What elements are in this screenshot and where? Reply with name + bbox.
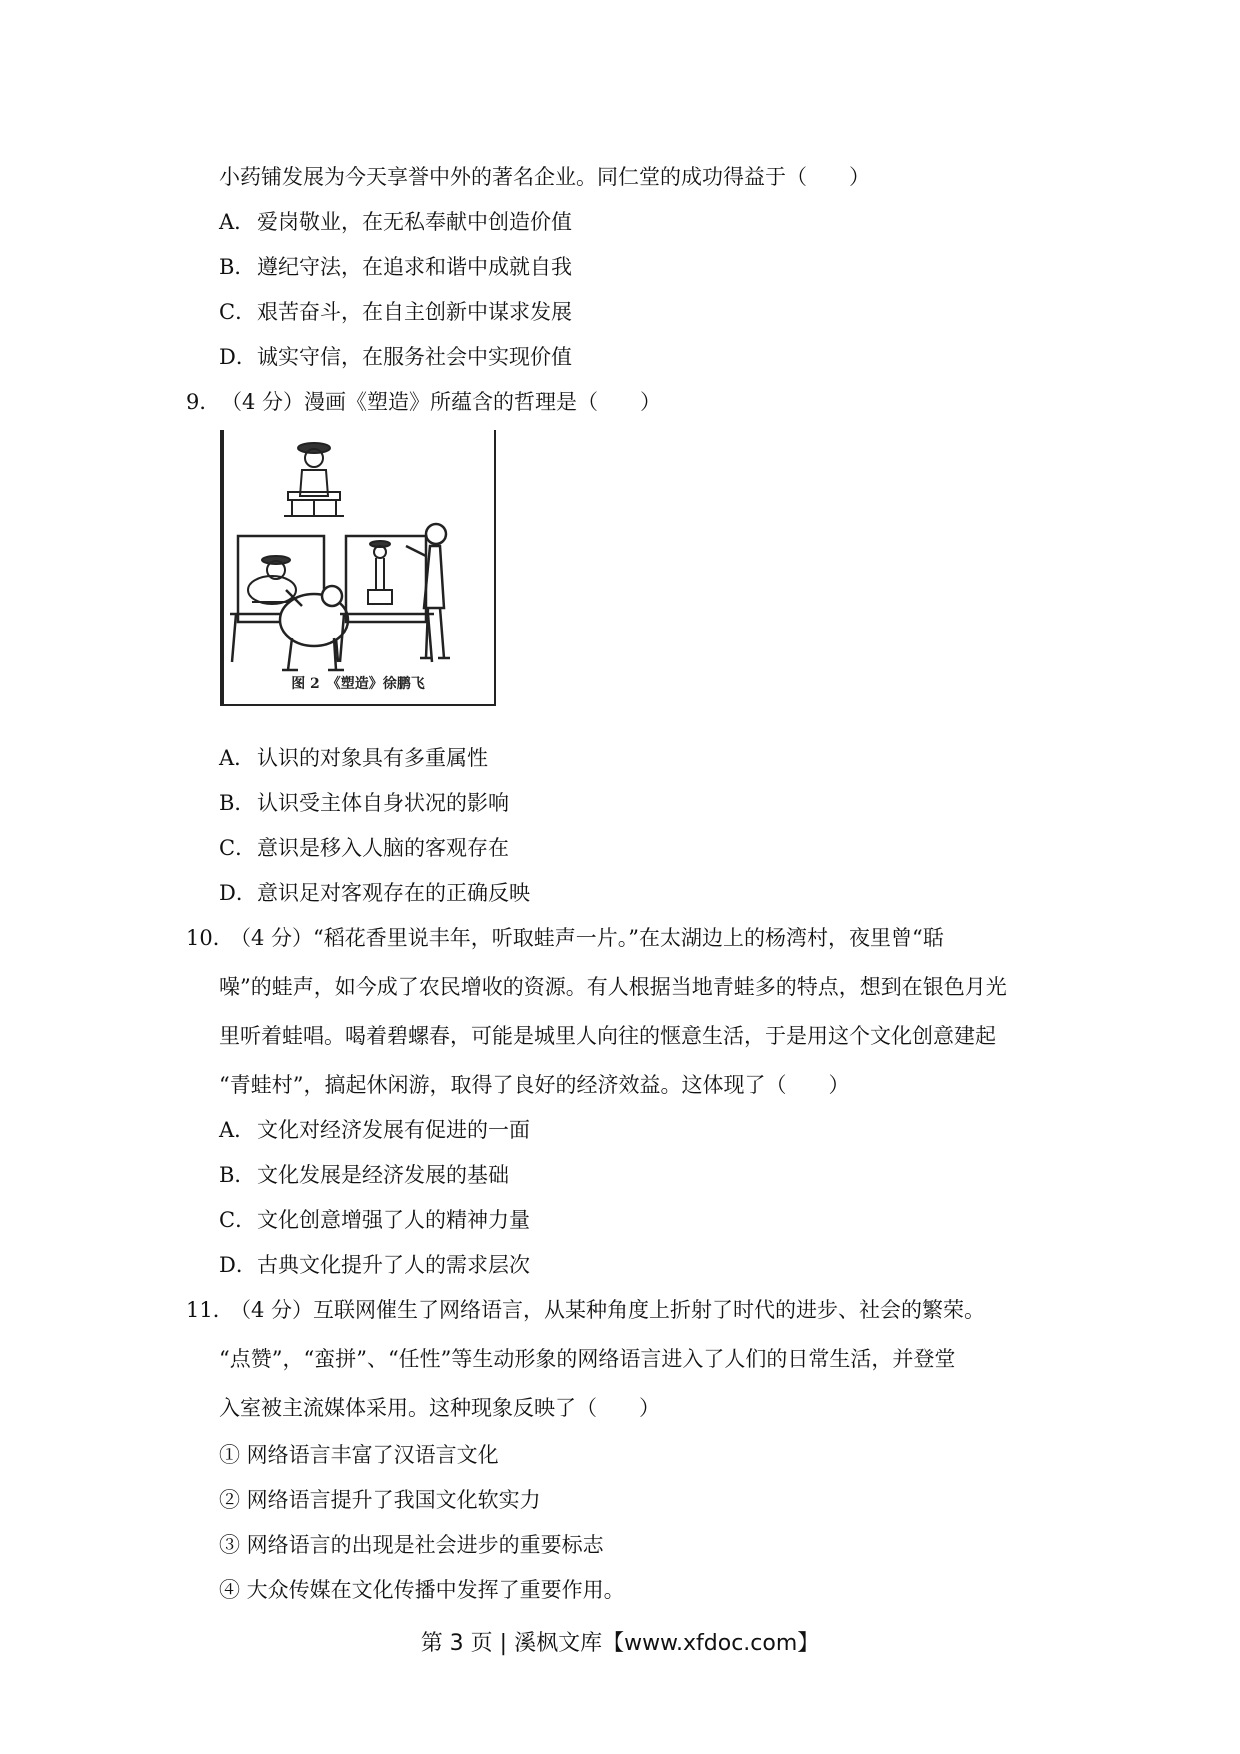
q8-option-a	[219, 208, 572, 236]
q10-option-c	[219, 1206, 530, 1234]
option-text: 认识受主体自身状况的影响	[257, 791, 509, 815]
question-number: 11．	[186, 1298, 234, 1322]
q8-option-d	[219, 343, 572, 371]
cartoon-figure	[220, 430, 496, 706]
q11-statement-4: ④ 大众传媒在文化传播中发挥了重要作用。	[219, 1578, 625, 1602]
option-letter: C．	[219, 300, 257, 324]
option-letter: D．	[219, 345, 257, 369]
model-figure	[284, 443, 344, 516]
q10-stem-line-2: 噪”的蛙声，如今成了农民增收的资源。有人根据当地青蛙多的特点，想到在银色月光	[219, 975, 1007, 999]
option-text: 艰苦奋斗，在自主创新中谋求发展	[257, 300, 572, 324]
figure-caption: 图 2 《塑造》徐鹏飞	[291, 676, 425, 692]
q10-option-d	[219, 1251, 530, 1279]
option-letter: A．	[219, 746, 256, 770]
q9-option-d	[219, 879, 530, 907]
q11-stem-line-3: 入室被主流媒体采用。这种现象反映了（ ）	[219, 1396, 660, 1420]
page-footer: 第 3 页 | 溪枫文库【www.xfdoc.com】	[420, 1631, 820, 1656]
thin-painter	[406, 524, 450, 658]
q9-option-a	[219, 744, 488, 772]
q10-stem-line-3: 里听着蛙唱。喝着碧螺春，可能是城里人向往的惬意生活，于是用这个文化创意建起	[219, 1024, 996, 1048]
option-letter: B．	[219, 791, 256, 815]
q8-option-c	[219, 298, 572, 326]
option-text: 古典文化提升了人的需求层次	[257, 1253, 530, 1277]
option-text: 文化发展是经济发展的基础	[257, 1163, 509, 1187]
option-letter: D．	[219, 881, 257, 905]
option-text: 文化对经济发展有促进的一面	[257, 1118, 530, 1142]
q9-option-c	[219, 834, 509, 862]
q11-stem-line-2: “点赞”，“蛮拼”、“任性”等生动形象的网络语言进入了人们的日常生活，并登堂	[219, 1347, 956, 1371]
q8-option-b	[219, 253, 572, 281]
option-text: 遵纪守法，在追求和谐中成就自我	[257, 255, 572, 279]
q10-stem-line-1	[186, 924, 944, 952]
option-text: 认识的对象具有多重属性	[257, 746, 488, 770]
right-painting	[368, 541, 392, 604]
q9-option-b	[219, 789, 509, 817]
question-stem: （4 分）互联网催生了网络语言，从某种角度上折射了时代的进步、社会的繁荣。	[230, 1298, 986, 1322]
question-stem: （4 分）“稻花香里说丰年，听取蛙声一片。”在太湖边上的杨湾村，夜里曾“聒	[230, 926, 944, 950]
option-letter: B．	[219, 255, 256, 279]
option-letter: B．	[219, 1163, 256, 1187]
q11-statement-2: ② 网络语言提升了我国文化软实力	[219, 1488, 541, 1512]
q11-statement-3: ③ 网络语言的出现是社会进步的重要标志	[219, 1533, 604, 1557]
right-easel	[340, 536, 434, 662]
question-stem: （4 分）漫画《塑造》所蕴含的哲理是（ ）	[221, 390, 662, 414]
q9-stem-line	[186, 388, 661, 416]
option-letter: C．	[219, 1208, 257, 1232]
question-number: 9．	[186, 390, 221, 414]
option-letter: A．	[219, 1118, 256, 1142]
q11-stem-line-1	[186, 1296, 985, 1324]
left-painting	[248, 556, 296, 604]
option-text: 意识足对客观存在的正确反映	[257, 881, 530, 905]
option-text: 文化创意增强了人的精神力量	[257, 1208, 530, 1232]
option-letter: D．	[219, 1253, 257, 1277]
q10-stem-line-4: “青蛙村”，搞起休闲游，取得了良好的经济效益。这体现了（ ）	[219, 1073, 850, 1097]
option-letter: C．	[219, 836, 257, 860]
cartoon-illustration	[222, 430, 494, 704]
option-text: 诚实守信，在服务社会中实现价值	[257, 345, 572, 369]
q8-stem-tail: 小药铺发展为今天享誉中外的著名企业。同仁堂的成功得益于（ ）	[219, 165, 870, 189]
option-letter: A．	[219, 210, 256, 234]
option-text: 爱岗敬业，在无私奉献中创造价值	[257, 210, 572, 234]
question-number: 10．	[186, 926, 234, 950]
figure-border-left	[222, 430, 224, 704]
q11-statement-1: ① 网络语言丰富了汉语言文化	[219, 1443, 499, 1467]
q10-option-b	[219, 1161, 509, 1189]
q10-option-a	[219, 1116, 530, 1144]
option-text: 意识是移入人脑的客观存在	[257, 836, 509, 860]
